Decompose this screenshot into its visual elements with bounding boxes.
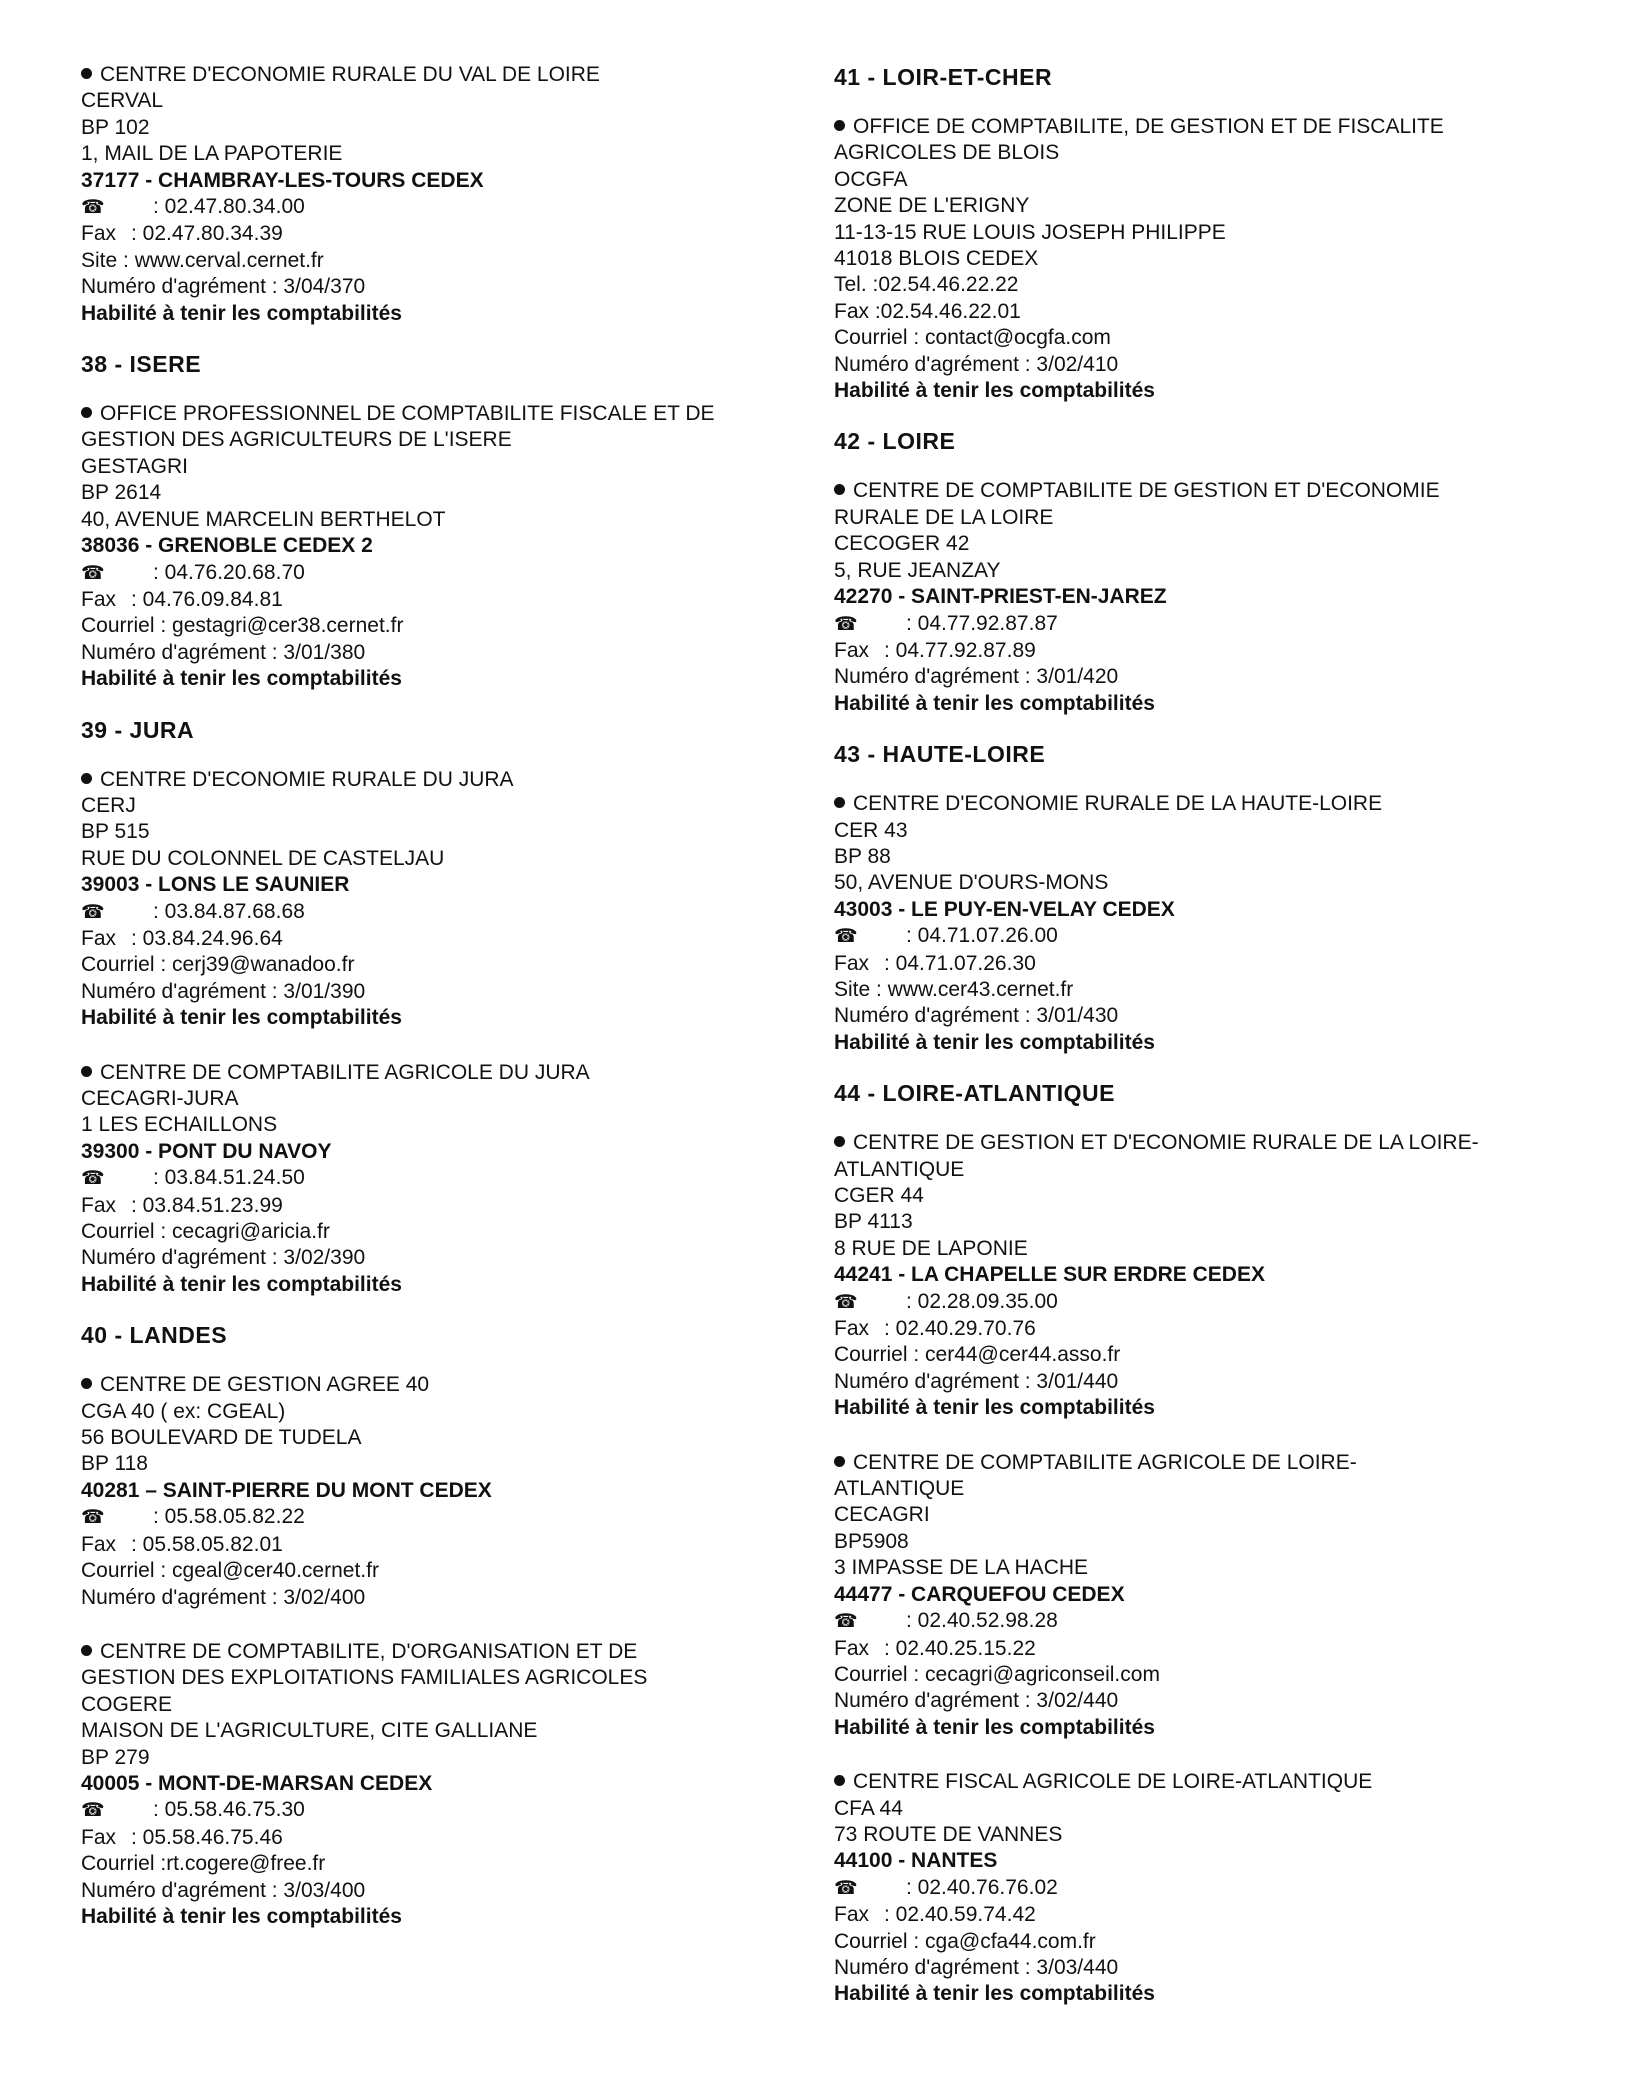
phone-line <box>81 1504 781 1531</box>
address-line: MAISON DE L'AGRICULTURE, CITE GALLIANE <box>81 1719 538 1743</box>
phone-number: : 04.77.92.87.87 <box>906 611 1058 635</box>
habilitation-note: Habilité à tenir les comptabilités <box>834 691 1155 715</box>
fax-number: : 02.40.25.15.22 <box>884 1636 1036 1660</box>
phone-line <box>834 1875 1574 1902</box>
spacer <box>81 745 781 767</box>
department-heading: 40 - LANDES <box>81 1322 228 1349</box>
info-line: Courriel :rt.cogere@free.fr <box>81 1852 326 1876</box>
phone-icon: ☎ <box>834 613 858 635</box>
address-line: CECOGER 42 <box>834 532 970 556</box>
info-line: Numéro d'agrément : 3/01/420 <box>834 665 1119 689</box>
spacer <box>834 1108 1574 1130</box>
entry-name-text: CENTRE DE COMPTABILITE DE GESTION ET D'ECONOMIE <box>853 479 1440 503</box>
info-line: Numéro d'agrément : 3/03/400 <box>81 1878 366 1902</box>
bullet-icon <box>81 407 92 418</box>
address-line: CGA 40 ( ex: CGEAL) <box>81 1399 286 1423</box>
department-heading: 41 - LOIR-ET-CHER <box>834 64 1053 90</box>
entry-name <box>81 767 781 793</box>
directory-entry <box>81 767 781 1032</box>
address-line: 5, RUE JEANZAY <box>834 558 1001 582</box>
postal-city: 39003 - LONS LE SAUNIER <box>81 873 350 897</box>
phone-line <box>81 1797 781 1824</box>
entry-name <box>81 1639 781 1665</box>
spacer <box>834 92 1574 114</box>
phone-icon: ☎ <box>834 1611 858 1633</box>
phone-line <box>81 899 781 926</box>
entry-name <box>834 791 1574 817</box>
info-line: Courriel : cgeal@cer40.cernet.fr <box>81 1559 379 1583</box>
address-line: 1 LES ECHAILLONS <box>81 1113 278 1137</box>
fax-line <box>834 1316 1574 1342</box>
info-line: Courriel : cer44@cer44.asso.fr <box>834 1343 1121 1367</box>
entry-name-continued: GESTION DES AGRICULTEURS DE L'ISERE <box>81 428 512 452</box>
fax-line <box>81 1193 781 1219</box>
phone-line <box>81 560 781 587</box>
phone-line <box>834 1289 1574 1316</box>
department-heading: 39 - JURA <box>81 716 195 743</box>
fax-label: Fax <box>834 1317 870 1341</box>
address-line: CERVAL <box>81 89 164 113</box>
spacer <box>834 404 1574 426</box>
phone-line <box>834 611 1574 638</box>
entry-name-continued: AGRICOLES DE BLOIS <box>834 141 1060 165</box>
bullet-icon <box>834 1136 845 1147</box>
entry-name <box>834 1450 1574 1476</box>
address-line: CECAGRI-JURA <box>81 1087 239 1110</box>
bullet-icon <box>834 797 845 808</box>
fax-label: Fax <box>81 926 117 950</box>
phone-number: : 02.40.52.98.28 <box>906 1609 1058 1633</box>
phone-number: : 04.71.07.26.00 <box>906 924 1058 948</box>
habilitation-note: Habilité à tenir les comptabilités <box>81 1006 402 1030</box>
bullet-icon <box>834 484 845 495</box>
fax-number: : 05.58.05.82.01 <box>131 1532 283 1556</box>
entry-name <box>834 478 1574 504</box>
phone-icon: ☎ <box>834 1291 858 1313</box>
phone-line <box>81 194 781 221</box>
address-line: 3 IMPASSE DE LA HACHE <box>834 1556 1089 1580</box>
phone-number: : 03.84.87.68.68 <box>153 899 305 923</box>
info-line: Site : www.cer43.cernet.fr <box>834 977 1074 1001</box>
entry-name <box>834 1130 1574 1156</box>
address-line: BP 118 <box>81 1452 148 1476</box>
phone-number: : 02.40.76.76.02 <box>906 1875 1058 1899</box>
department-heading: 43 - HAUTE-LOIRE <box>834 741 1046 768</box>
fax-label: Fax <box>81 587 117 611</box>
address-line: BP 102 <box>81 115 150 139</box>
info-line: Site : www.cerval.cernet.fr <box>81 248 324 272</box>
phone-icon: ☎ <box>81 1168 105 1190</box>
entry-name <box>81 1060 781 1086</box>
address-line: ZONE DE L'ERIGNY <box>834 194 1030 218</box>
phone-number: : 02.47.80.34.00 <box>153 195 305 219</box>
address-line: BP5908 <box>834 1529 909 1553</box>
address-line: BP 2614 <box>81 481 162 505</box>
habilitation-note: Habilité à tenir les comptabilités <box>834 1982 1155 2006</box>
spacer <box>834 1741 1574 1769</box>
habilitation-note: Habilité à tenir les comptabilités <box>81 1904 402 1928</box>
directory-entry <box>81 1639 781 1930</box>
info-line: Numéro d'agrément : 3/02/390 <box>81 1246 366 1270</box>
fax-line <box>834 1636 1574 1662</box>
entry-name-text: OFFICE PROFESSIONNEL DE COMPTABILITE FISCALE ET DE <box>100 402 715 426</box>
address-line: BP 515 <box>81 820 150 844</box>
directory-entry <box>834 791 1574 1056</box>
entry-name-text: CENTRE D'ECONOMIE RURALE DU JURA <box>100 767 514 791</box>
department-heading: 38 - ISERE <box>81 351 202 378</box>
habilitation-note: Habilité à tenir les comptabilités <box>834 1030 1155 1054</box>
info-line: Numéro d'agrément : 3/01/440 <box>834 1369 1119 1393</box>
fax-line <box>81 221 781 247</box>
entry-name-continued: GESTION DES EXPLOITATIONS FAMILIALES AGRICOLES <box>81 1666 648 1690</box>
fax-number: : 04.77.92.87.89 <box>884 638 1036 662</box>
postal-city: 39300 - PONT DU NAVOY <box>81 1139 332 1163</box>
postal-city: 38036 - GRENOBLE CEDEX 2 <box>81 534 373 558</box>
fax-number: : 02.40.29.70.76 <box>884 1317 1036 1341</box>
postal-city: 44100 - NANTES <box>834 1849 998 1873</box>
phone-number: : 03.84.51.24.50 <box>153 1166 305 1190</box>
bullet-icon <box>81 1066 92 1077</box>
phone-icon: ☎ <box>81 562 105 584</box>
bullet-icon <box>81 68 92 79</box>
fax-line <box>81 1532 781 1558</box>
phone-icon: ☎ <box>81 1507 105 1529</box>
fax-label: Fax <box>834 1636 870 1660</box>
info-line: Numéro d'agrément : 3/01/380 <box>81 640 366 664</box>
bullet-icon <box>81 1378 92 1389</box>
postal-city: 37177 - CHAMBRAY-LES-TOURS CEDEX <box>81 168 484 192</box>
fax-number: : 05.58.46.75.46 <box>131 1825 283 1849</box>
postal-city: 44477 - CARQUEFOU CEDEX <box>834 1582 1125 1606</box>
entry-name <box>834 1769 1574 1795</box>
directory-entry <box>834 1450 1574 1741</box>
address-line: BP 4113 <box>834 1210 913 1234</box>
fax-label: Fax <box>834 1903 870 1927</box>
address-line: CFA 44 <box>834 1796 903 1820</box>
info-line: Courriel : cga@cfa44.com.fr <box>834 1929 1096 1953</box>
address-line: 41018 BLOIS CEDEX <box>834 247 1039 271</box>
address-line: BP 279 <box>81 1745 150 1769</box>
address-line: Fax :02.54.46.22.01 <box>834 299 1021 323</box>
info-line: Courriel : cecagri@agriconseil.com <box>834 1662 1160 1686</box>
spacer <box>834 456 1574 478</box>
directory-entry <box>81 401 781 692</box>
postal-city: 44241 - LA CHAPELLE SUR ERDRE CEDEX <box>834 1263 1265 1287</box>
bullet-icon <box>81 773 92 784</box>
address-line: 8 RUE DE LAPONIE <box>834 1236 1028 1260</box>
entry-name-text: CENTRE DE GESTION AGREE 40 <box>100 1373 430 1397</box>
entry-name-text: CENTRE DE GESTION ET D'ECONOMIE RURALE DE LA LOIRE- <box>853 1131 1479 1155</box>
phone-line <box>834 923 1574 950</box>
department-heading: 44 - LOIRE-ATLANTIQUE <box>834 1080 1115 1107</box>
bullet-icon <box>834 1775 845 1786</box>
directory-entry <box>834 114 1574 404</box>
info-line: Courriel : contact@ocgfa.com <box>834 326 1111 350</box>
fax-line <box>834 951 1574 977</box>
phone-icon: ☎ <box>81 901 105 923</box>
entry-name-text: CENTRE D'ECONOMIE RURALE DE LA HAUTE-LOIRE <box>853 792 1383 816</box>
entry-name-text: CENTRE DE COMPTABILITE AGRICOLE DE LOIRE- <box>853 1450 1357 1474</box>
postal-city: 42270 - SAINT-PRIEST-EN-JAREZ <box>834 585 1167 609</box>
habilitation-note: Habilité à tenir les comptabilités <box>81 667 402 691</box>
directory-entry <box>81 1060 781 1299</box>
info-line: Numéro d'agrément : 3/02/400 <box>81 1585 366 1609</box>
info-line: Numéro d'agrément : 3/01/390 <box>81 979 366 1003</box>
spacer <box>81 1298 781 1320</box>
phone-icon: ☎ <box>834 1877 858 1899</box>
habilitation-note: Habilité à tenir les comptabilités <box>834 1396 1155 1420</box>
address-line: CER 43 <box>834 818 908 842</box>
phone-icon: ☎ <box>834 926 858 948</box>
spacer <box>834 769 1574 791</box>
bullet-icon <box>834 120 845 131</box>
fax-number: : 02.47.80.34.39 <box>131 222 283 246</box>
directory-entry <box>834 478 1574 717</box>
address-line: Tel. :02.54.46.22.22 <box>834 273 1019 297</box>
phone-line <box>834 1608 1574 1635</box>
address-line: CECAGRI <box>834 1503 930 1527</box>
entry-name-text: CENTRE DE COMPTABILITE, D'ORGANISATION ET DE <box>100 1639 638 1663</box>
info-line: Courriel : cecagri@aricia.fr <box>81 1220 330 1244</box>
postal-city: 40005 - MONT-DE-MARSAN CEDEX <box>81 1771 433 1795</box>
spacer <box>81 1350 781 1372</box>
bullet-icon <box>834 1456 845 1467</box>
fax-line <box>81 926 781 952</box>
address-line: BP 88 <box>834 844 891 868</box>
info-line: Courriel : gestagri@cer38.cernet.fr <box>81 614 404 638</box>
info-line: Numéro d'agrément : 3/04/370 <box>81 275 366 299</box>
spacer <box>834 1056 1574 1078</box>
fax-line <box>834 638 1574 664</box>
directory-entry <box>81 1372 781 1611</box>
address-line: 56 BOULEVARD DE TUDELA <box>81 1426 362 1450</box>
habilitation-note: Habilité à tenir les comptabilités <box>834 379 1155 403</box>
fax-label: Fax <box>834 951 870 975</box>
entry-name-text: CENTRE FISCAL AGRICOLE DE LOIRE-ATLANTIQUE <box>853 1770 1373 1794</box>
entry-name-text: CENTRE DE COMPTABILITE AGRICOLE DU JURA <box>100 1060 590 1084</box>
spacer <box>834 1422 1574 1450</box>
left-column <box>81 62 781 1930</box>
directory-entry <box>834 1130 1574 1421</box>
fax-line <box>834 1902 1574 1928</box>
department-heading: 42 - LOIRE <box>834 428 956 455</box>
address-line: 1, MAIL DE LA PAPOTERIE <box>81 142 343 166</box>
entry-name-continued: ATLANTIQUE <box>834 1157 965 1181</box>
phone-icon: ☎ <box>81 197 105 219</box>
directory-entry <box>834 1769 1574 2008</box>
info-line: Numéro d'agrément : 3/03/440 <box>834 1955 1119 1979</box>
spacer <box>834 717 1574 739</box>
fax-number: : 03.84.24.96.64 <box>131 926 283 950</box>
directory-entry <box>81 62 781 327</box>
postal-city: 43003 - LE PUY-EN-VELAY CEDEX <box>834 897 1175 921</box>
entry-name <box>81 62 781 88</box>
address-line: CGER 44 <box>834 1184 924 1207</box>
address-line: 73 ROUTE DE VANNES <box>834 1822 1063 1846</box>
spacer <box>81 693 781 715</box>
fax-number: : 04.71.07.26.30 <box>884 951 1036 975</box>
info-line: Numéro d'agrément : 3/01/430 <box>834 1004 1119 1028</box>
entry-name <box>81 1372 781 1398</box>
entry-name <box>81 401 781 427</box>
habilitation-note: Habilité à tenir les comptabilités <box>834 1715 1155 1739</box>
address-line: GESTAGRI <box>81 454 188 478</box>
info-line: Courriel : cerj39@wanadoo.fr <box>81 953 355 977</box>
fax-line <box>81 1825 781 1851</box>
address-line: RUE DU COLONNEL DE CASTELJAU <box>81 846 445 870</box>
spacer <box>81 327 781 349</box>
phone-number: : 02.28.09.35.00 <box>906 1289 1058 1313</box>
phone-number: : 04.76.20.68.70 <box>153 560 305 584</box>
right-column <box>834 62 1574 2008</box>
info-line: Numéro d'agrément : 3/02/410 <box>834 352 1119 376</box>
phone-icon: ☎ <box>81 1800 105 1822</box>
fax-label: Fax <box>81 222 117 246</box>
spacer <box>81 1611 781 1639</box>
fax-label: Fax <box>81 1193 117 1217</box>
address-line: 11-13-15 RUE LOUIS JOSEPH PHILIPPE <box>834 220 1226 244</box>
phone-line <box>81 1165 781 1192</box>
fax-number: : 03.84.51.23.99 <box>131 1193 283 1217</box>
entry-name-text: OFFICE DE COMPTABILITE, DE GESTION ET DE FISCALITE <box>853 115 1444 138</box>
entry-name-continued: ATLANTIQUE <box>834 1477 965 1501</box>
habilitation-note: Habilité à tenir les comptabilités <box>81 301 402 325</box>
habilitation-note: Habilité à tenir les comptabilités <box>81 1272 402 1296</box>
fax-number: : 04.76.09.84.81 <box>131 587 283 611</box>
bullet-icon <box>81 1645 92 1656</box>
phone-number: : 05.58.05.82.22 <box>153 1505 305 1529</box>
address-line: 40, AVENUE MARCELIN BERTHELOT <box>81 507 446 531</box>
postal-city: 40281 – SAINT-PIERRE DU MONT CEDEX <box>81 1478 492 1502</box>
info-line: Numéro d'agrément : 3/02/440 <box>834 1689 1119 1713</box>
spacer <box>81 1032 781 1060</box>
fax-label: Fax <box>81 1532 117 1556</box>
fax-line <box>81 587 781 613</box>
entry-name <box>834 114 1574 140</box>
address-line: 50, AVENUE D'OURS-MONS <box>834 871 1109 895</box>
entry-name-continued: RURALE DE LA LOIRE <box>834 505 1054 529</box>
fax-number: : 02.40.59.74.42 <box>884 1903 1036 1927</box>
entry-name-text: CENTRE D'ECONOMIE RURALE DU VAL DE LOIRE <box>100 63 600 86</box>
phone-number: : 05.58.46.75.30 <box>153 1798 305 1822</box>
address-line: CERJ <box>81 793 136 817</box>
address-line: COGERE <box>81 1692 173 1716</box>
address-line: OCGFA <box>834 167 908 191</box>
spacer <box>81 379 781 401</box>
fax-label: Fax <box>81 1825 117 1849</box>
fax-label: Fax <box>834 638 870 662</box>
